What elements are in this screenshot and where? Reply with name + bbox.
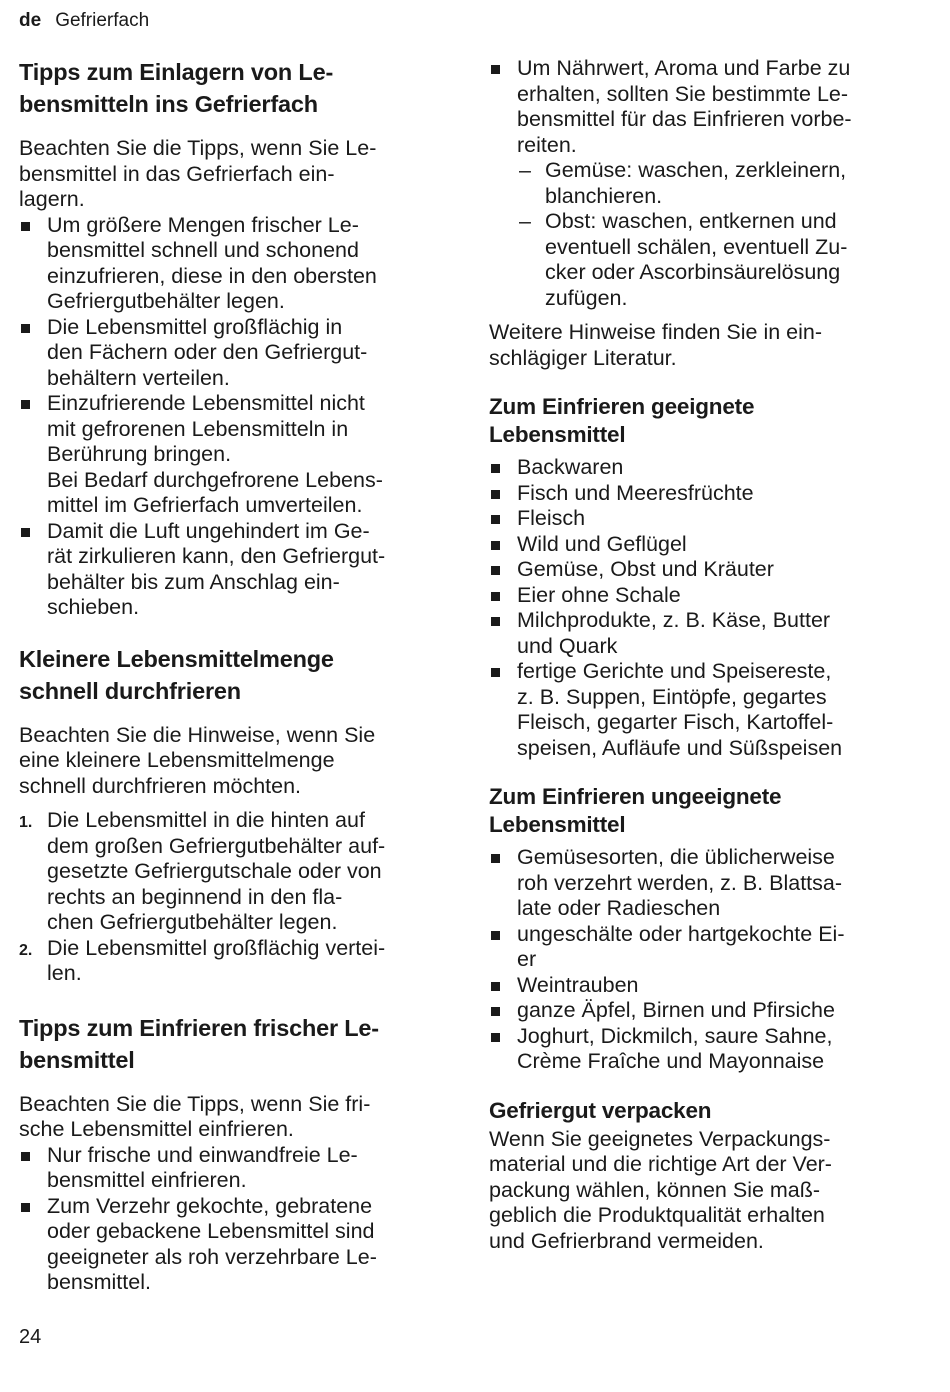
list-geeignet — [489, 455, 919, 761]
list-item: ungeschälte oder hartgekochte Ei- er — [489, 922, 919, 973]
list-vorbereiten — [489, 56, 919, 311]
list-item: Fleisch — [489, 506, 919, 532]
list-ungeeignet — [489, 845, 919, 1075]
list-item: Backwaren — [489, 455, 919, 481]
step-number: 1. — [19, 814, 33, 831]
text-verpacken: Wenn Sie geeignetes Verpackungs- material und die richtige Art der Ver- packung wählen, können Sie maß- geblich die Produktqualität erhalten und Gefrierbrand vermeiden. — [489, 1126, 832, 1253]
intro-einlagern: Beachten Sie die Tipps, wenn Sie Le- bensmittel in das Gefrierfach ein- lagern. — [19, 136, 377, 211]
list-einfrieren-frisch — [19, 1143, 444, 1296]
page-number: 24 — [19, 1326, 42, 1348]
step-text: Die Lebensmittel in die hinten auf dem großen Gefriergutbehälter auf- gesetzte Gefriergutschale oder von rechts an beginnend in den fla- chen Gefriergutbehälter legen. — [47, 808, 386, 934]
list-item — [489, 56, 919, 311]
list-item: ganze Äpfel, Birnen und Pfirsiche — [489, 998, 919, 1024]
list-item: Eier ohne Schale — [489, 583, 919, 609]
page-header — [19, 10, 149, 32]
step-item — [19, 808, 444, 936]
intro-kleinere-menge: Beachten Sie die Hinweise, wenn Sie eine kleinere Lebensmittelmenge schnell durchfrieren möchten. — [19, 722, 376, 798]
heading-einlagern: Tipps zum Einlagern von Le- bensmitteln ins Gefrierfach — [19, 59, 334, 117]
step-number: 2. — [19, 941, 33, 959]
step-text: Die Lebensmittel großflächig vertei- len. — [47, 935, 386, 985]
list-item: Fisch und Meeresfrüchte — [489, 481, 919, 507]
list-item: Um größere Mengen frischer Le- bensmittel schnell und schonend einzufrieren, diese in den obersten Gefriergutbehälter legen. — [19, 213, 444, 315]
heading-einfrieren-frisch: Tipps zum Einfrieren frischer Le- bensmittel — [19, 1014, 379, 1073]
note-literatur: Weitere Hinweise finden Sie in ein- schlägiger Literatur. — [489, 320, 823, 370]
left-column — [19, 56, 444, 1296]
list-item: Die Lebensmittel großflächig in den Fächern oder den Gefriergut- behältern verteilen. — [19, 315, 444, 392]
steps-kleinere-menge — [19, 808, 444, 987]
heading-verpacken: Gefriergut verpacken — [489, 1097, 712, 1123]
list-item: Damit die Luft ungehindert im Ge- rät zirkulieren kann, den Gefriergut- behälter bis zum Anschlag ein- schieben. — [19, 519, 444, 621]
list-item: Milchprodukte, z. B. Käse, Butter und Quark — [489, 608, 919, 659]
list-item: Wild und Geflügel — [489, 532, 919, 558]
list-item: Weintrauben — [489, 973, 919, 999]
list-item: Gemüsesorten, die üblicherweise roh verzehrt werden, z. B. Blattsa- late oder Radieschen — [489, 845, 919, 922]
list-einlagern — [19, 213, 444, 621]
right-column — [489, 56, 919, 1254]
list-item: fertige Gerichte und Speisereste, z. B. Suppen, Eintöpfe, gegartes Fleisch, gegarter Fisch, Kartoffel- speisen, Aufläufe und Süßspeisen — [489, 659, 919, 761]
heading-kleinere-menge: Kleinere Lebensmittelmenge schnell durchfrieren — [19, 645, 334, 704]
list-item: Zum Verzehr gekochte, gebratene oder gebackene Lebensmittel sind geeigneter als roh verzehrbare Le- bensmittel. — [19, 1194, 444, 1296]
language-code: de — [19, 10, 42, 31]
dash-list — [489, 158, 919, 311]
step-item — [19, 936, 444, 987]
section-name: Gefrierfach — [55, 10, 150, 31]
list-item: Einzufrierende Lebensmittel nicht mit gefrorenen Lebensmitteln in Berührung bringen. Bei Bedarf durchgefrorene Lebens- mittel im Gefrierfach umverteilen. — [19, 391, 444, 519]
heading-ungeeignet: Zum Einfrieren ungeeignete Lebensmittel — [489, 784, 782, 837]
intro-einfrieren-frisch: Beachten Sie die Tipps, wenn Sie fri- sche Lebensmittel einfrieren. — [19, 1091, 371, 1141]
heading-geeignet: Zum Einfrieren geeignete Lebensmittel — [489, 394, 755, 447]
dash-item: – Gemüse: waschen, zerkleinern, blanchieren. — [517, 158, 919, 209]
dash-item: – Obst: waschen, entkernen und eventuell schälen, eventuell Zu- cker oder Ascorbinsäurelösung zufügen. — [517, 209, 919, 311]
list-item: Nur frische und einwandfreie Le- bensmittel einfrieren. — [19, 1143, 444, 1194]
list-item: Joghurt, Dickmilch, saure Sahne, Crème Fraîche und Mayonnaise — [489, 1024, 919, 1075]
list-item: Gemüse, Obst und Kräuter — [489, 557, 919, 583]
list-item-text: Um Nährwert, Aroma und Farbe zu erhalten, sollten Sie bestimmte Le- bensmittel für das Einfrieren vorbe- reiten. — [517, 56, 852, 157]
